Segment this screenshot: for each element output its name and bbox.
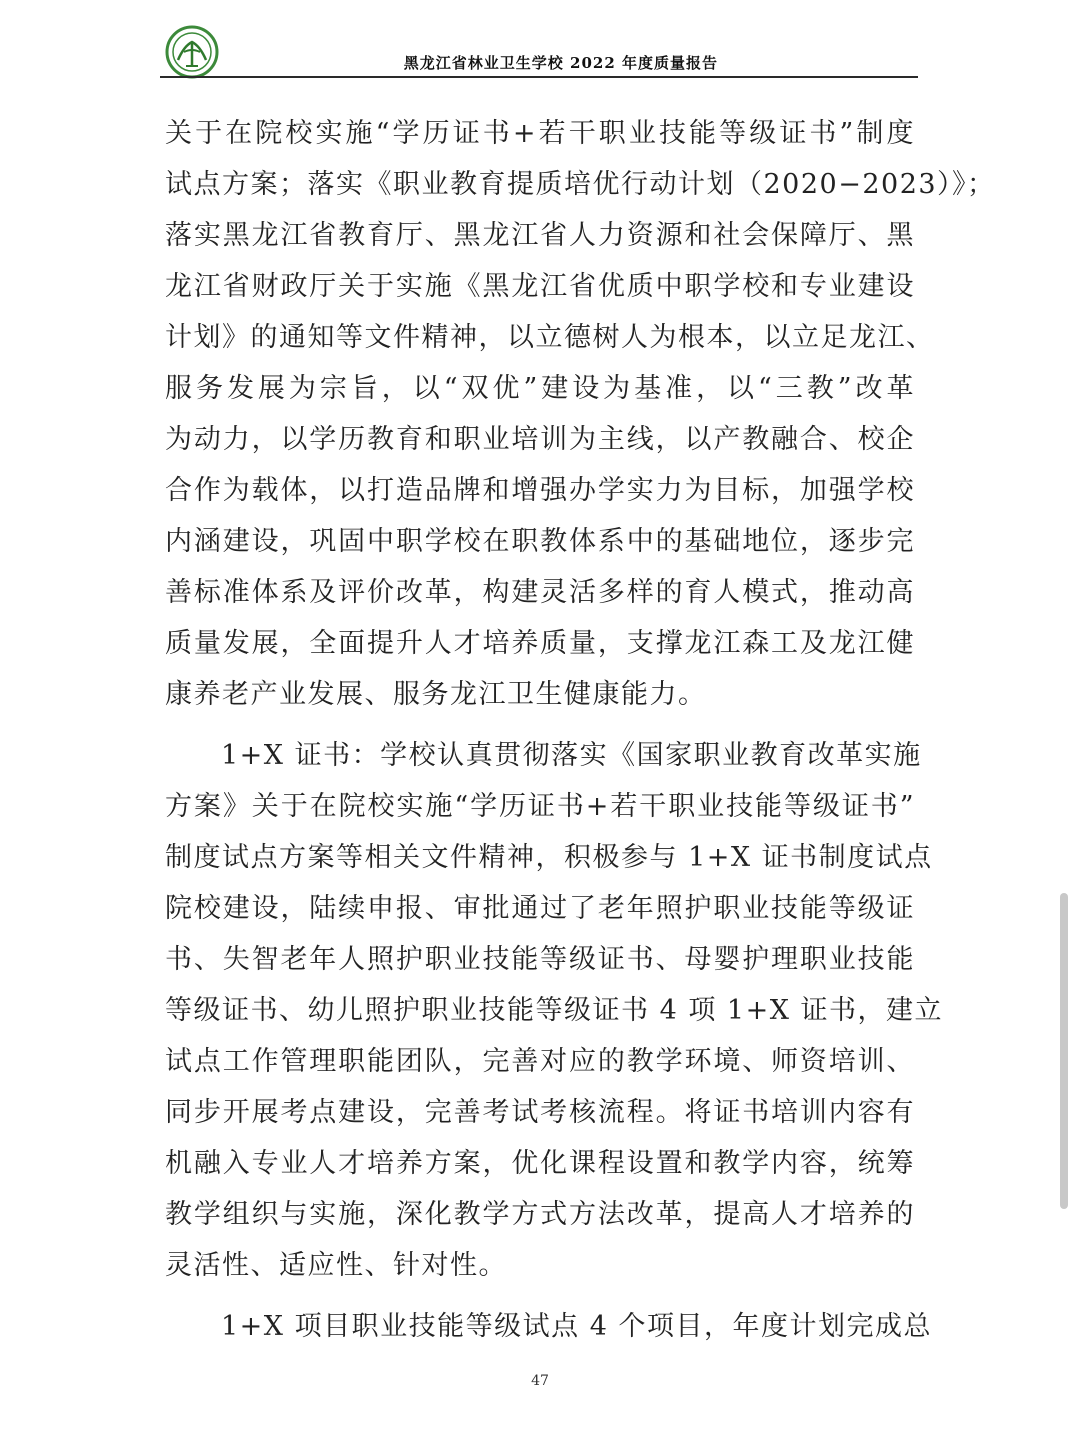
text-line: 同步开展考点建设，完善考试考核流程。将证书培训内容有: [165, 1097, 915, 1128]
paragraph-1: [165, 108, 996, 720]
text-line: 关于在院校实施“学历证书+若干职业技能等级证书”制度: [165, 118, 915, 149]
report-title: 黑龙江省林业卫生学校 2022 年度质量报告: [403, 54, 718, 72]
text-line: 院校建设，陆续申报、审批通过了老年照护职业技能等级证: [165, 893, 915, 924]
document-body: [165, 108, 996, 1352]
text-line: 服务发展为宗旨，以“双优”建设为基准，以“三教”改革: [165, 373, 915, 404]
text-line: 善标准体系及评价改革，构建灵活多样的育人模式，推动高: [165, 577, 915, 608]
text-line: 1+X 证书：学校认真贯彻落实《国家职业教育改革实施: [221, 740, 922, 771]
text-line: 等级证书、幼儿照护职业技能等级证书 4 项 1+X 证书，建立: [165, 995, 944, 1026]
text-line: 合作为载体，以打造品牌和增强办学实力为目标，加强学校: [165, 475, 915, 506]
text-line: 质量发展，全面提升人才培养质量，支撑龙江森工及龙江健: [165, 628, 915, 659]
text-line: 龙江省财政厅关于实施《黑龙江省优质中职学校和专业建设: [165, 271, 915, 302]
vertical-scrollbar[interactable]: [1060, 893, 1068, 1209]
text-line: 方案》关于在院校实施“学历证书+若干职业技能等级证书”: [165, 791, 915, 822]
text-line: 灵活性、适应性、针对性。: [165, 1250, 507, 1281]
text-line: 计划》的通知等文件精神，以立德树人为根本，以立足龙江、: [165, 322, 935, 353]
text-line: 内涵建设，巩固中职学校在职教体系中的基础地位，逐步完: [165, 526, 915, 557]
text-line: 康养老产业发展、服务龙江卫生健康能力。: [165, 679, 707, 710]
text-line: 试点工作管理职能团队，完善对应的教学环境、师资培训、: [165, 1046, 915, 1077]
school-logo-icon: [164, 24, 220, 80]
text-line: 1+X 项目职业技能等级试点 4 个项目，年度计划完成总: [221, 1311, 932, 1342]
text-line: 机融入专业人才培养方案，优化课程设置和教学内容，统筹: [165, 1148, 915, 1179]
text-line: 试点方案；落实《职业教育提质培优行动计划（2020−2023）》；: [165, 169, 996, 200]
page-number: 47: [531, 1373, 549, 1389]
text-line: 为动力，以学历教育和职业培训为主线，以产教融合、校企: [165, 424, 915, 455]
paragraph-2: [165, 730, 944, 1291]
text-line: 书、失智老年人照护职业技能等级证书、母婴护理职业技能: [165, 944, 915, 975]
page-header: [160, 18, 918, 80]
header-divider: [160, 76, 918, 78]
text-line: 制度试点方案等相关文件精神，积极参与 1+X 证书制度试点: [165, 842, 933, 873]
paragraph-3: [165, 1301, 932, 1352]
text-line: 落实黑龙江省教育厅、黑龙江省人力资源和社会保障厅、黑: [165, 220, 915, 251]
text-line: 教学组织与实施，深化教学方式方法改革，提高人才培养的: [165, 1199, 915, 1230]
